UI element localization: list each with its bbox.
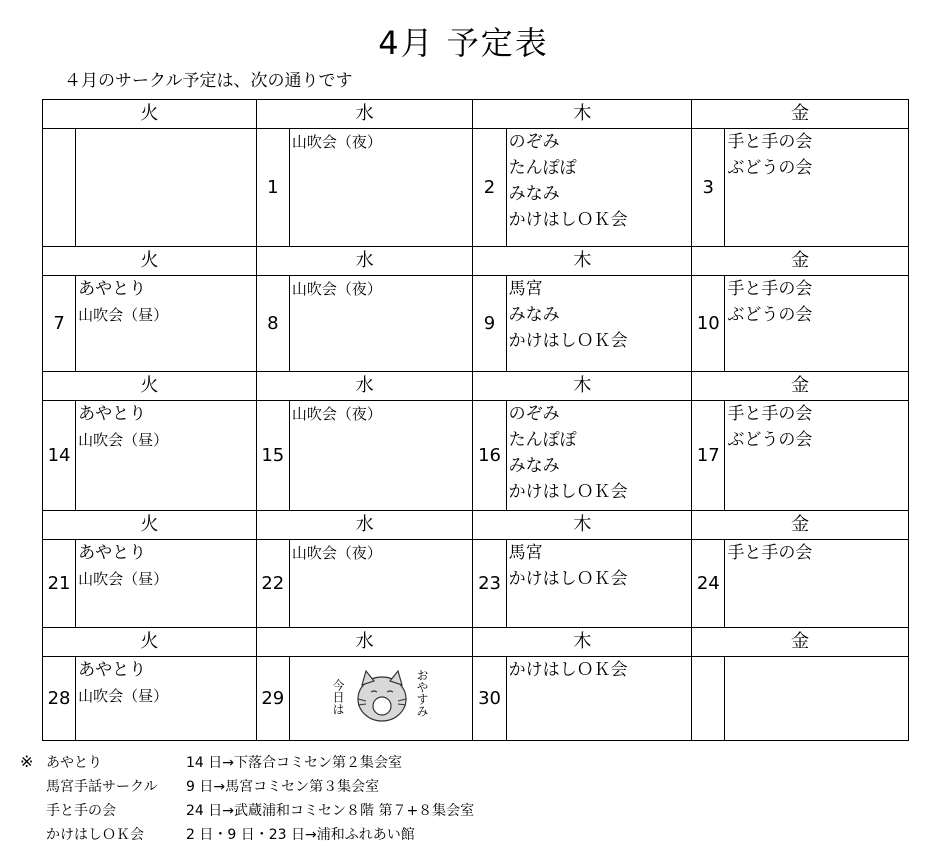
footnote-detail: 9 日→馬宮コミセン第３集会室 <box>186 779 380 795</box>
event-item: のぞみ <box>508 404 560 424</box>
weekday-header-row <box>43 247 909 276</box>
event-item: ぶどうの会 <box>727 305 813 325</box>
event-item: 山吹会（昼） <box>78 570 169 588</box>
event-item: 手と手の会 <box>727 132 813 152</box>
day-number: 1 <box>256 129 289 247</box>
week-row <box>43 401 909 511</box>
weekday-header: 木 <box>473 100 692 129</box>
weekday-header: 金 <box>692 511 909 540</box>
event-item: 馬宮 <box>508 279 543 299</box>
day-events <box>76 657 257 741</box>
week-row <box>43 276 909 372</box>
day-events <box>506 401 692 511</box>
week-row <box>43 129 909 247</box>
event-item: かけはしＯＫ会 <box>508 331 628 351</box>
footnote-circle-name: 手と手の会 <box>46 803 116 819</box>
footnote-mark: ※ <box>20 752 34 771</box>
footnote-row <box>20 750 474 775</box>
event-item: あやとり <box>78 543 147 563</box>
illustration-right-text: おやすみ <box>415 669 430 717</box>
event-item: 山吹会（夜） <box>291 280 382 298</box>
event-item: あやとり <box>78 404 147 424</box>
event-item: 山吹会（夜） <box>291 544 382 562</box>
event-item: 馬宮 <box>508 543 543 563</box>
event-item: みなみ <box>508 184 560 204</box>
event-item: たんぽぽ <box>508 158 577 178</box>
event-item: あやとり <box>78 660 147 680</box>
event-item: たんぽぽ <box>508 430 577 450</box>
weekday-header: 金 <box>692 372 909 401</box>
day-events <box>725 401 909 511</box>
event-item: 山吹会（昼） <box>78 306 169 324</box>
event-item: みなみ <box>508 456 560 476</box>
weekday-header: 水 <box>256 372 473 401</box>
day-events <box>76 129 257 247</box>
event-item: ぶどうの会 <box>727 158 813 178</box>
event-item: 手と手の会 <box>727 279 813 299</box>
event-item: みなみ <box>508 305 560 325</box>
day-number: 15 <box>256 401 289 511</box>
day-number: 2 <box>473 129 506 247</box>
weekday-header-row <box>43 100 909 129</box>
weekday-header: 木 <box>473 372 692 401</box>
footnote-circle-name: かけはしＯＫ会 <box>46 827 144 843</box>
day-number <box>692 657 725 741</box>
event-item: 手と手の会 <box>727 543 813 563</box>
event-item: かけはしＯＫ会 <box>508 569 628 589</box>
day-events <box>725 276 909 372</box>
weekday-header: 金 <box>692 247 909 276</box>
weekday-header: 木 <box>473 511 692 540</box>
day-number: 17 <box>692 401 725 511</box>
day-number: 10 <box>692 276 725 372</box>
weekday-header: 火 <box>43 628 257 657</box>
footnote-row <box>20 775 474 799</box>
event-item: 山吹会（昼） <box>78 431 169 449</box>
weekday-header: 火 <box>43 247 257 276</box>
day-number: 21 <box>43 540 76 628</box>
day-number: 16 <box>473 401 506 511</box>
weekday-header-row <box>43 372 909 401</box>
day-events <box>76 540 257 628</box>
day-events <box>725 129 909 247</box>
day-number: 9 <box>473 276 506 372</box>
event-item: 山吹会（夜） <box>291 133 382 151</box>
day-number: 29 <box>256 657 289 741</box>
day-number <box>43 129 76 247</box>
day-events <box>506 657 692 741</box>
event-item: かけはしＯＫ会 <box>508 210 628 230</box>
weekday-header-row <box>43 511 909 540</box>
day-events <box>289 657 473 741</box>
day-number: 22 <box>256 540 289 628</box>
weekday-header: 木 <box>473 247 692 276</box>
page-title: 4月 予定表 <box>378 24 549 62</box>
day-events <box>289 276 473 372</box>
day-number: 24 <box>692 540 725 628</box>
day-number: 30 <box>473 657 506 741</box>
event-item: かけはしＯＫ会 <box>508 482 628 502</box>
footnote-circle-name: 馬宮手話サークル <box>46 779 158 795</box>
day-events <box>506 540 692 628</box>
sleeping-cat-icon <box>322 659 442 735</box>
event-item: あやとり <box>78 279 147 299</box>
day-events <box>289 540 473 628</box>
day-events <box>289 129 473 247</box>
day-events <box>76 276 257 372</box>
footnote-detail: 14 日→下落合コミセン第２集会室 <box>186 755 402 771</box>
day-number: 23 <box>473 540 506 628</box>
footnote-detail: 2 日・9 日・23 日→浦和ふれあい館 <box>186 827 415 843</box>
day-events <box>725 540 909 628</box>
schedule-calendar <box>42 99 909 741</box>
weekday-header: 火 <box>43 372 257 401</box>
footnote-row <box>20 823 474 847</box>
weekday-header: 水 <box>256 247 473 276</box>
weekday-header: 水 <box>256 100 473 129</box>
event-item: ぶどうの会 <box>727 430 813 450</box>
weekday-header: 金 <box>692 628 909 657</box>
weekday-header-row <box>43 628 909 657</box>
weekday-header: 水 <box>256 511 473 540</box>
footnote-row <box>20 799 474 823</box>
illustration-left-text: 今日は <box>331 679 346 715</box>
day-number: 14 <box>43 401 76 511</box>
event-item: 山吹会（夜） <box>291 405 382 423</box>
event-item: 手と手の会 <box>727 404 813 424</box>
event-item: 山吹会（昼） <box>78 687 169 705</box>
day-events <box>289 401 473 511</box>
day-number: 8 <box>256 276 289 372</box>
weekday-header: 金 <box>692 100 909 129</box>
week-row <box>43 657 909 741</box>
day-events <box>725 657 909 741</box>
week-row <box>43 540 909 628</box>
page-subtitle: ４月のサークル予定は、次の通りです <box>64 71 353 91</box>
weekday-header: 火 <box>43 511 257 540</box>
day-number: 3 <box>692 129 725 247</box>
weekday-header: 木 <box>473 628 692 657</box>
day-number: 7 <box>43 276 76 372</box>
footnotes <box>20 750 474 847</box>
day-events <box>506 276 692 372</box>
footnote-circle-name: あやとり <box>46 755 102 771</box>
day-events <box>506 129 692 247</box>
footnote-detail: 24 日→武蔵浦和コミセン８階 第７+８集会室 <box>186 803 475 819</box>
weekday-header: 火 <box>43 100 257 129</box>
day-events <box>76 401 257 511</box>
event-item: かけはしＯＫ会 <box>508 660 628 680</box>
weekday-header: 水 <box>256 628 473 657</box>
event-item: のぞみ <box>508 132 560 152</box>
day-number: 28 <box>43 657 76 741</box>
